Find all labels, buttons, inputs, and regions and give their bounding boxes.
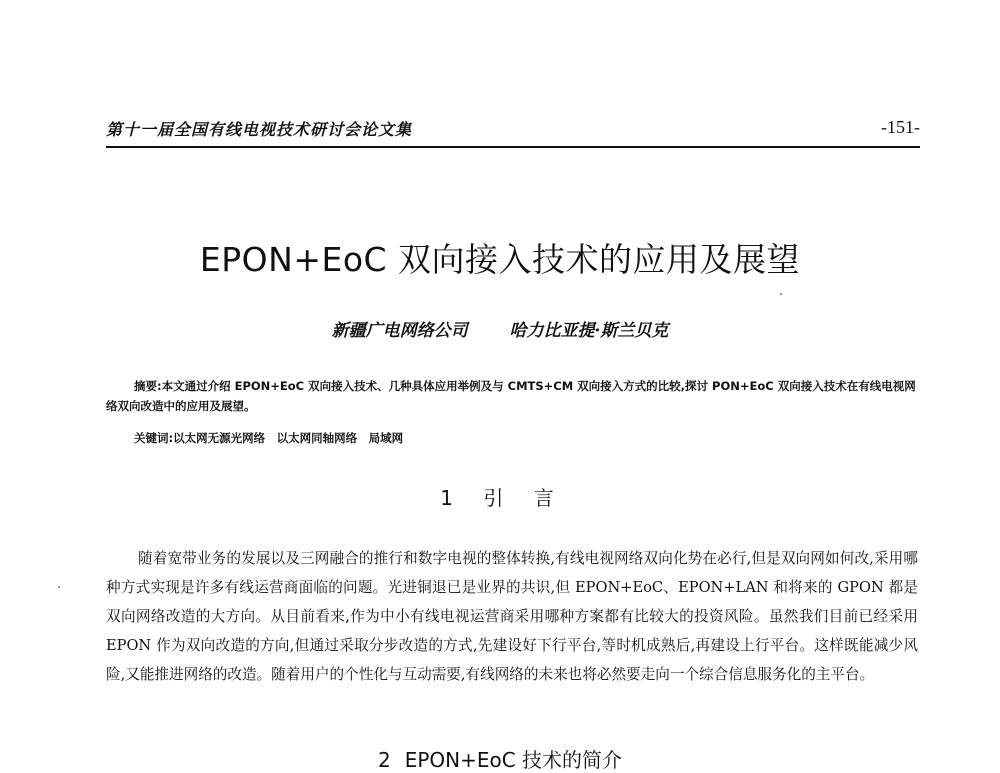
paper-title: EPON+EoC 双向接入技术的应用及展望 [199, 240, 801, 279]
section-1-paragraph: 随着宽带业务的发展以及三网融合的推行和数字电视的整体转换,有线电视网络双向化势在必行,但是双向网如何改,采用哪种方式实现是许多有线运营商面临的问题。光进铜退已是业界的共识,但 EPON+EoC、EPON+LAN 和将来的 GPON 都是双向网络改造的大方向。从目前看来,作为中小有线电视运营商采用哪种方案都有比较大的投资风险。虽然我们目前已经采用 EPON 作为双向改造的方向,但通过采取分步改造的方式,先建设好下行平台,等时机成熟后,再建设上行平台。这样既能减少风险,又能推进网络的改造。随着用户的个性化与互动需要,有线网络的未来也将必然要走向一个综合信息服务化的主平台。 [106, 550, 918, 683]
section-1-heading: 1 引 言 [440, 486, 560, 510]
section-2-title: EPON+EoC 技术的简介 [404, 748, 623, 772]
header-rule [106, 146, 920, 148]
author-line [0, 316, 1000, 341]
running-header [106, 117, 920, 147]
abstract-text: 摘要:本文通过介绍 EPON+EoC 双向接入技术、几种具体应用举例及与 CMTS+CM 双向接入方式的比较,探讨 PON+EoC 双向接入技术在有线电视网络双向改造中的应用及展望。 [106, 379, 916, 413]
author-name: 哈力比亚提·斯兰贝克 [509, 321, 669, 341]
abstract [106, 376, 918, 416]
author-affiliation: 新疆广电网络公司 [331, 321, 468, 341]
page-number: -151- [881, 117, 920, 137]
scan-speck [780, 293, 782, 295]
section-2-heading [0, 744, 1000, 773]
section-1-body [106, 544, 918, 689]
keywords: 关键词:以太网无源光网络 以太网同轴网络 局域网 [134, 431, 404, 445]
section-2-number: 2 [377, 748, 391, 772]
running-title: 第十一届全国有线电视技术研讨会论文集 [106, 120, 413, 139]
scan-speck [58, 586, 60, 588]
